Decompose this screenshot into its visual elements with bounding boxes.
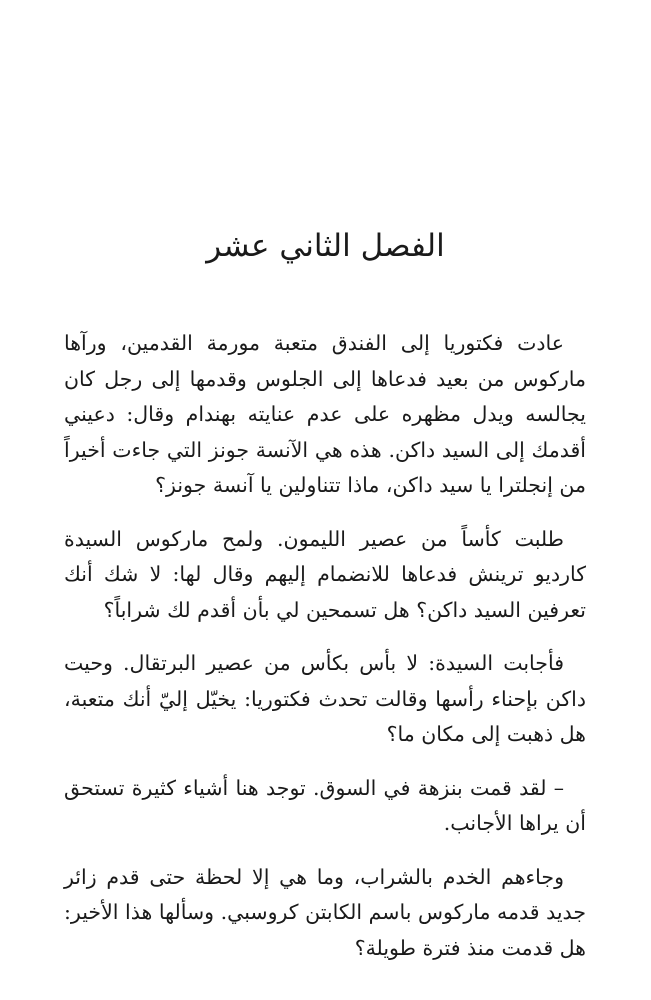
paragraph-1: عادت فكتوريا إلى الفندق متعبة مورمة القدمين، ورآها ماركوس من بعيد فدعاها إلى الجلوس وقدمها إلى رجل كان يجالسه ويدل مظهره على عدم عنايته بهندام وقال: دعيني أقدمك إلى السيد داكن. هذه هي الآنسة جونز التي جاءت أخيراً من إنجلترا يا سيد داكن، ماذا تتناولين يا آنسة جونز؟ (64, 331, 586, 497)
chapter-title: الفصل الثاني عشر (206, 228, 445, 264)
paragraph-5: وجاءهم الخدم بالشراب، وما هي إلا لحظة حتى قدم زائر جديد قدمه ماركوس باسم الكابتن كروسبي. وسألها هذا الأخير: هل قدمت منذ فترة طويلة؟ (64, 864, 586, 960)
paragraph-2: طلبت كأساً من عصير الليمون. ولمح ماركوس السيدة كارديو ترينش فدعاها للانضمام إليهم وقال لها: لا شك أنك تعرفين السيد داكن؟ هل تسمحين لي بأن أقدم لك شراباً؟ (64, 526, 586, 622)
paragraph-4: – لقد قمت بنزهة في السوق. توجد هنا أشياء كثيرة تستحق أن يراها الأجانب. (64, 775, 586, 835)
chapter-body (64, 326, 586, 984)
paragraph-3: فأجابت السيدة: لا بأس بكأس من عصير البرتقال. وحيت داكن بإحناء رأسها وقالت تحدث فكتوريا: يخيّل إليّ أنك متعبة، هل ذهبت إلى مكان ما؟ (64, 651, 586, 746)
